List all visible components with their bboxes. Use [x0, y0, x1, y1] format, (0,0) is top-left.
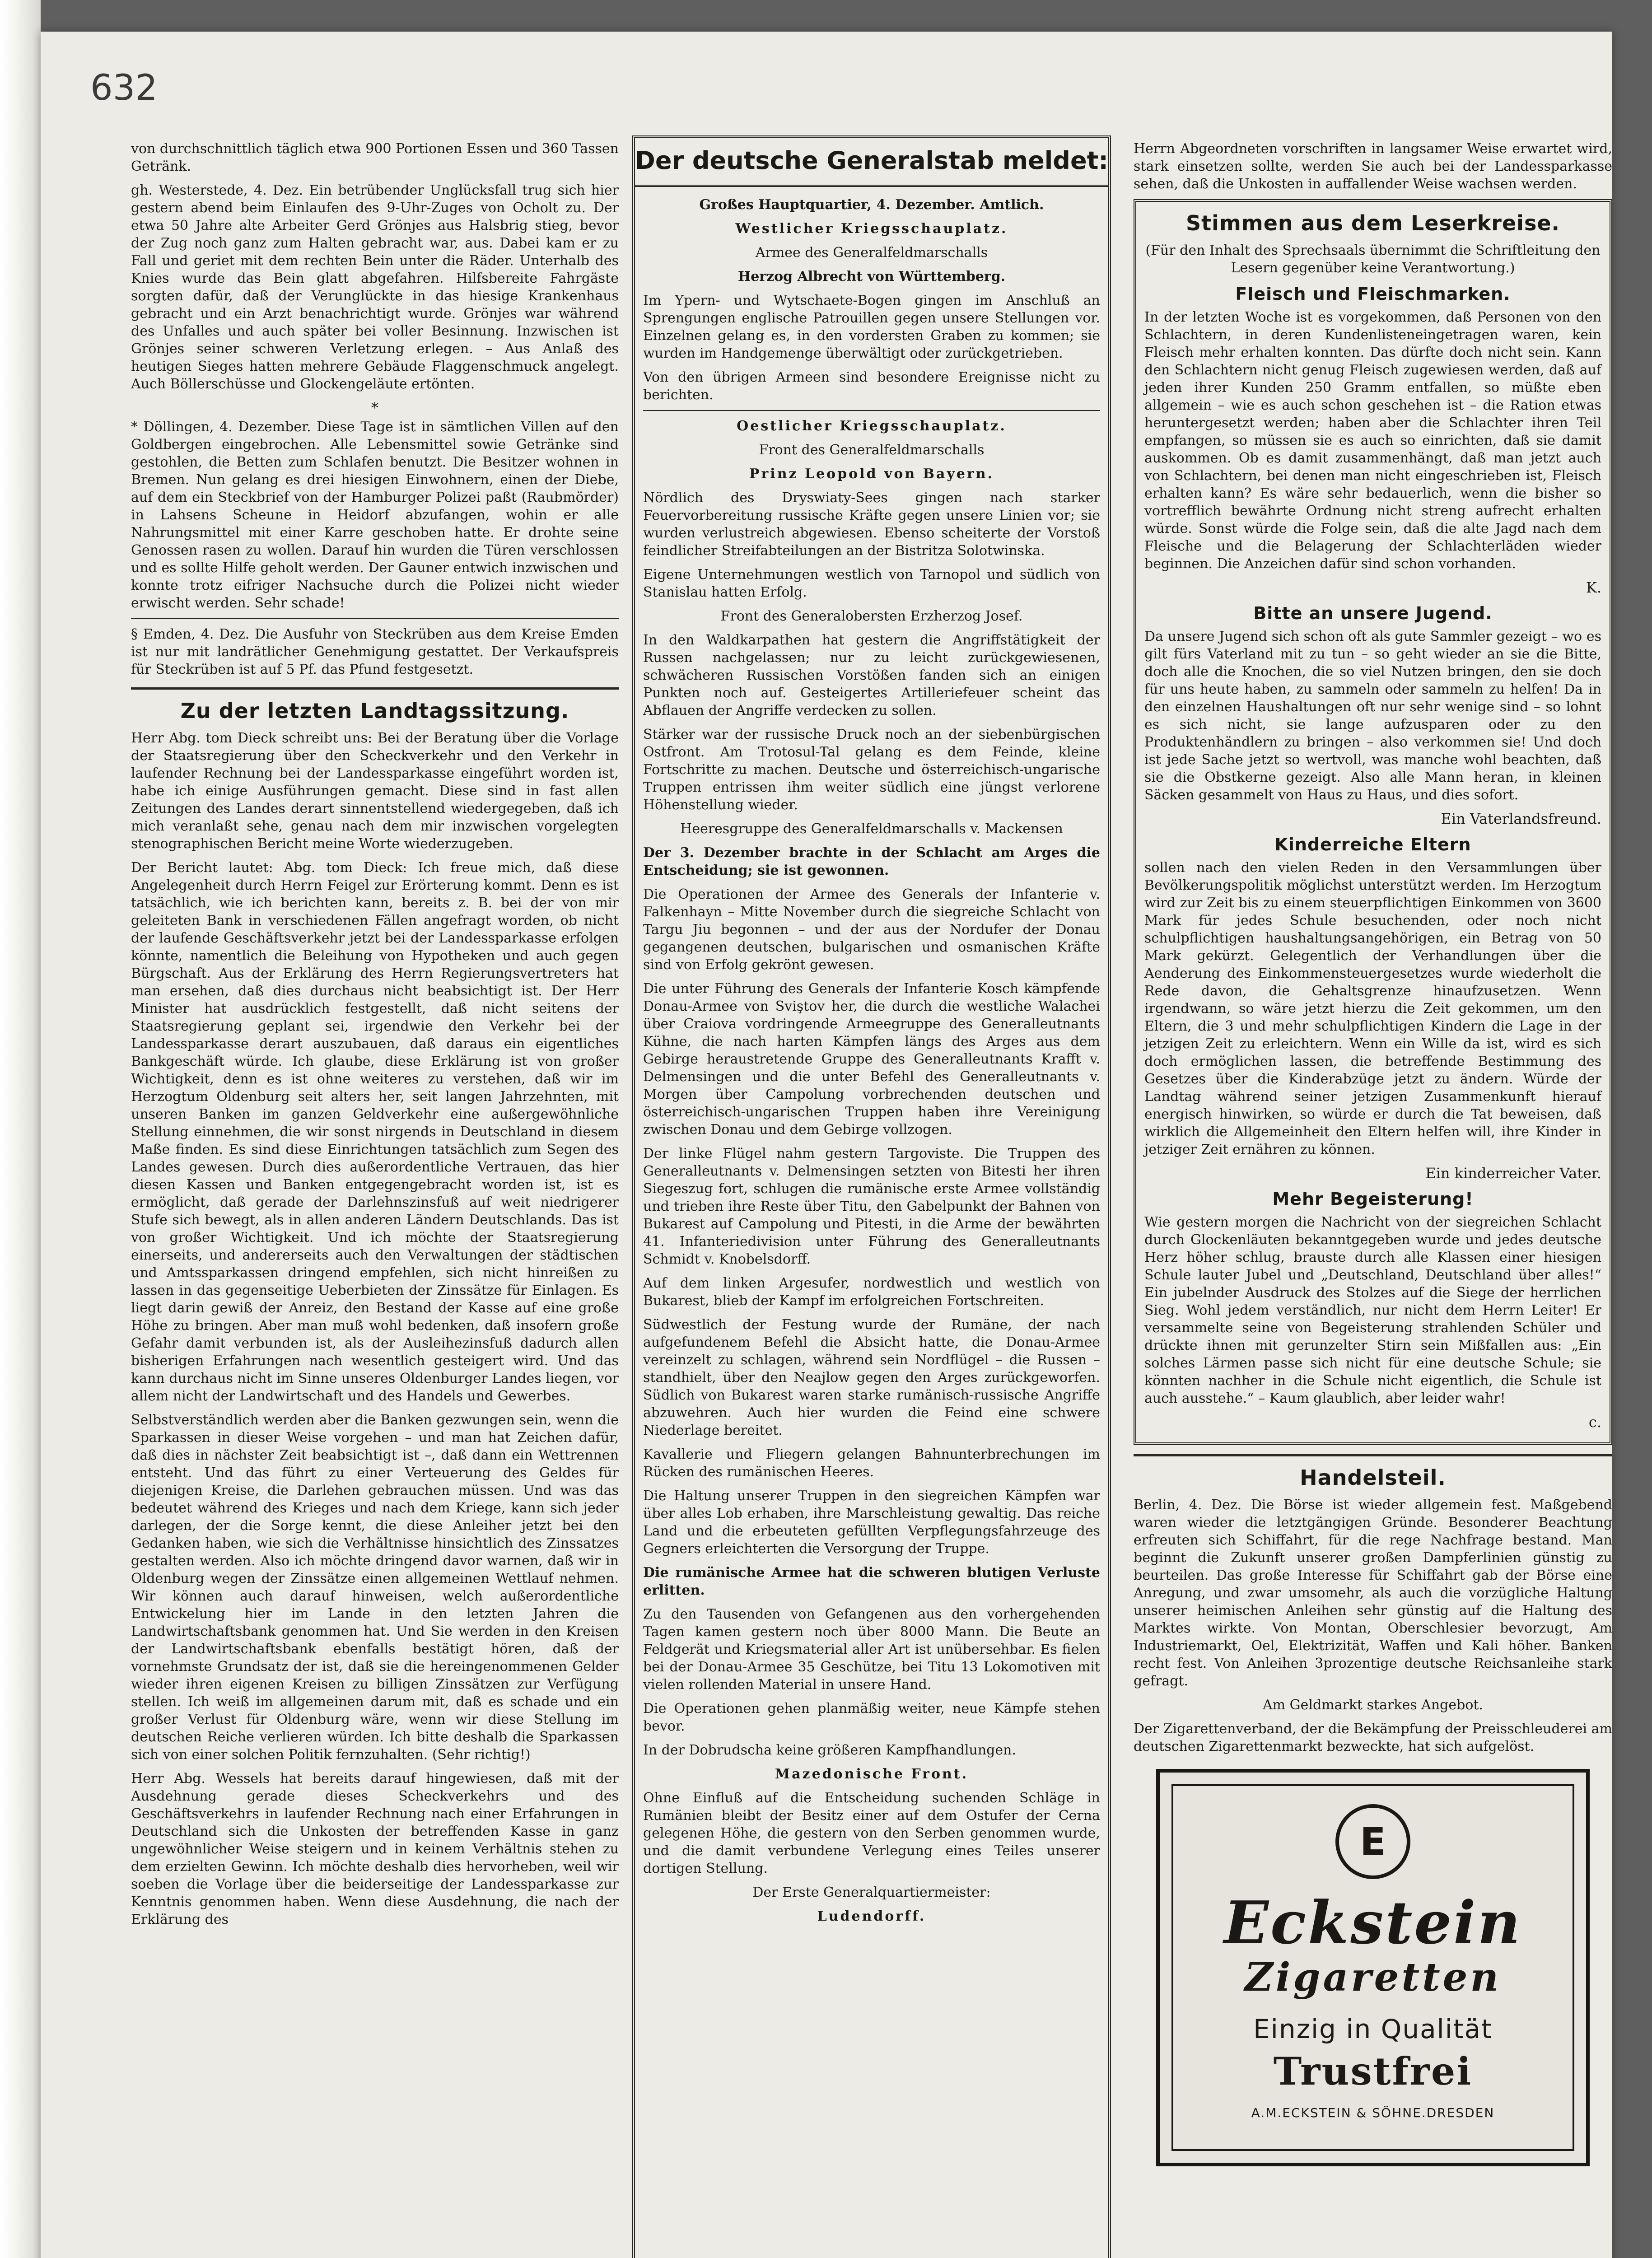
mackensen-report-3: Die unter Führung des Generals der Infanterie Kosch kämpfende Donau-Armee von Sviştov her, die durch die westliche Walachei über Craiova vordringende Armeegruppe des Generalleutnants Kühne, die nach harten Kämpfen längs des Arges aus dem Gebirge heraustretende Gruppe des Generalleutnants Krafft v. Delmensingen und die unter Befehl des Generalleutnants v. Morgen über Campolung vorbrechenden deutschen und österreichisch-ungarischen Truppen haben ihre Vereinigung zwischen Donau und dem Gebirge vollzogen. [643, 981, 1100, 1138]
mackensen-report-6: Südwestlich der Festung wurde der Rumäne, der nach aufgefundenem Befehl die Absicht hatte, die Donau-Armee vereinzelt zu schlagen, während sein Nordflügel – die Russen – standhielt, über den Neajlow gegen den Arges zurückgeworfen. Südlich von Bukarest waren starke rumänisch-russische Angriffe abzuwehren. Auch hier wurden die Feind eine schwere Niederlage bereitet. [643, 1317, 1100, 1438]
eastern-army: Front des Generalfeldmarschalls [759, 442, 985, 458]
divider [131, 687, 619, 690]
letters-heading: Stimmen aus dem Leserkreise. [1185, 211, 1560, 235]
macedonian-report: Ohne Einfluß auf die Entscheidung suchenden Schläge in Rumänien bleibt der Besitz einer auf dem Ostufer der Cerna gelegenen Höhe, die gestern von den Serben genommen wurde, und die damit verbundene Verlegung eines Teiles unserer dortigen Stellung. [643, 1790, 1100, 1876]
archduke-front-heading: Front des Generalobersten Erzherzog Josef. [720, 608, 1023, 624]
eastern-commander: Prinz Leopold von Bayern. [749, 466, 994, 482]
right-column [1134, 140, 1612, 2166]
divider [643, 410, 1100, 411]
landtag-report-2: Selbstverständlich werden aber die Banken gezwungen sein, wenn die Sparkassen in dieser Weise vorgehen – und man hat Zeichen dafür, daß dies in nächster Zeit beabsichtigt ist –, daß dann ein Wettrennen entsteht. Und das führt zu einer Verteuerung des Geldes für diejenigen Kreise, die Darlehen gebrauchen müssen. Und was das bedeutet während des Krieges und nach dem Kriege, kann sich jeder darlegen, der die Sorge kennt, die diese Anleiher jetzt bei den Gedanken haben, wie sich die Verhältnisse hinsichtlich des Zinssatzes gestalten werden. Also ich möchte dringend davor warnen, daß wir in Oldenburg wegen der Zinssätze einen allgemeinen Wettlauf nehmen. Wir können auch darauf hinweisen, welch außerordentliche Entwickelung hier im Lande in den letzten Jahren die Landwirtschaftsbank genommen hat. Und Sie werden in den Kreisen der Landwirtschaftsbank ebenfalls bestätigt hören, daß der vornehmste Grundsatz der ist, daß sie die hereingenommenen Gelder wieder ihren eigenen Kreisen zu billigen Zinssätzen zur Verfügung stellen. Ich weiß im allgemeinen darum mit, daß es schade und ein großer Verlust für Oldenburg wäre, wenn wir diese Stellung im deutschen Reiche verlieren würden. Ich bitte deshalb die Sparkassen sich von einer solchen Politik fernzuhalten. (Sehr richtig!) [131, 1412, 619, 1763]
youth-signature: Ein Vaterlandsfreund. [1441, 810, 1601, 827]
western-army: Armee des Generalfeldmarschalls [755, 245, 988, 261]
trade-report-2: Am Geldmarkt starkes Angebot. [1263, 1697, 1483, 1713]
trade-heading: Handelsteil. [1300, 1465, 1446, 1490]
mackensen-report-5: Auf dem linken Argesufer, nordwestlich und westlich von Bukarest, blieb der Kampf im erfolgreichen Fortschreiten. [643, 1275, 1100, 1309]
eastern-front-heading: Oestlicher Kriegsschauplatz. [737, 418, 1007, 434]
general-staff-report-box [632, 135, 1111, 2258]
mackensen-report-12: In der Dobrudscha keine größeren Kampfhandlungen. [643, 1742, 1016, 1758]
ad-brand: Eckstein [1223, 1888, 1522, 1957]
signature-name: Ludendorff. [817, 1908, 926, 1924]
news-doellingen: * Döllingen, 4. Dezember. Diese Tage ist in sämtlichen Villen auf den Goldbergen eingebrochen. Alle Lebensmittel sowie Getränke sind gestohlen, die Betten zum Schlafen benutzt. Die Besitzer wohnen in Bremen. Nun gelang es drei hiesigen Einwohnern, einen der Diebe, auf dem ein Steckbrief von der Hamburger Polizei paßt (Raubmörder) in Lahsens Scheune in Heidorf abzufangen, wohin er alle Nahrungsmittel mit einer Karre geschoben hatte. Er drohte seine Genossen rasen zu wollen. Darauf hin wurden die Türen verschlossen und es sollte Hilfe geholt werden. Der Gauner entwich inzwischen und konnte trotz eifriger Nachsuche durch die Polizei nicht wieder erwischt werden. Sehr schade! [131, 419, 619, 611]
divider [1134, 1454, 1612, 1456]
article-heading-landtag: Zu der letzten Landtagssitzung. [180, 699, 569, 723]
ad-maker: A.M.ECKSTEIN & SÖHNE.DRESDEN [1251, 2105, 1495, 2120]
news-westerstede: gh. Westerstede, 4. Dez. Ein betrübender Unglücksfall trug sich hier gestern abend beim Einlaufen des 9-Uhr-Zuges von Ocholt zu. Der etwa 50 Jahre alte Arbeiter Gerd Grönjes aus Halsbrig stieg, bevor der Zug noch ganz zum Halten gebracht war, aus. Dabei kam er zu Fall und geriet mit dem rechten Bein unter die Räder. Unterhalb des Knies wurde das Bein glatt abgefahren. Hilfsbereite Fahrgäste sorgten dafür, daß der Verunglückte in das hiesige Krankenhaus gebracht und ein Arzt benachrichtigt wurde. Grönjes war während des Unfalles und auch später bei voller Besinnung. Inzwischen ist Grönjes seiner schweren Verletzung erlegen. – Aus Anlaß des heutigen Sieges hatten mehrere Gebäude Flaggenschmuck angelegt. Auch Böllerschüsse und Glockengeläute ertönten. [131, 182, 619, 392]
mackensen-report-10: Zu den Tausenden von Gefangenen aus den vorhergehenden Tagen kamen gestern noch über 8000 Mann. Die Beute an Feldgerät und Kriegsmaterial aller Art ist unübersehbar. Es fielen bei der Donau-Armee 35 Geschütze, bei Titu 13 Lokomotiven mit vielen rollenden Material in unsere Hand. [643, 1606, 1100, 1693]
enthusiasm-letter: Wie gestern morgen die Nachricht von der siegreichen Schlacht durch Glockenläuten bekanntgegeben wurde und jedes deutsche Herz höher schlug, brauste durch alle Klassen einer hiesigen Schule lauter Jubel und „Deutschland, Deutschland über alles!“ Ein jubelnder Ausdruck des Stolzes auf die Siege der herrlichen Sieg. Wohl jedem verständlich, nur nicht dem Herrn Leiter! Er versammelte seine von Begeisterung strahlenden Schüler und drückte ihnen mit gerunzelter Stirn sein Mißfallen aus: „Ein solches Lärmen passe sich nicht für eine deutsche Schule; sie könnten nachher in die Schule nicht eigentlich, die Schule ist auch ausstehe.“ – Kaum glaublich, aber leider wahr! [1144, 1214, 1601, 1406]
ad-product: Zigaretten [1244, 1955, 1502, 2000]
mackensen-report-1: Der 3. Dezember brachte in der Schlacht am Arges die Entscheidung; sie ist gewonnen. [643, 845, 1100, 878]
article-continuation-right: Herrn Abgeordneten vorschriften in langsamer Weise erwartet wird, stark einsetzen sollte, werden Sie auch bei der Landessparkasse sehen, daß die Unkosten in auffallender Weise wachsen werden. [1134, 141, 1612, 192]
advertisement-frame [1171, 1784, 1574, 2151]
page-number: 632 [90, 68, 158, 108]
trade-report-3: Der Zigarettenverband, der die Bekämpfung der Preisschleuderei am deutschen Zigarettenmarkt bezweckte, hat sich aufgelöst. [1134, 1721, 1612, 1754]
enthusiasm-signature: c. [1588, 1414, 1601, 1431]
ad-trust: Trustfrei [1273, 2049, 1473, 2094]
eckstein-logo-icon [1335, 1804, 1410, 1879]
archduke-report-2: Stärker war der russische Druck noch an der siebenbürgischen Ostfront. Am Trotosul-Tal gelang es dem Feinde, kleine Fortschritte zu machen. Deutsche und österreichisch-ungarische Truppen entrissen ihm weiter südlich eine jüngst verlorene Höhenstellung wieder. [643, 727, 1100, 813]
archduke-report: In den Waldkarpathen hat gestern die Angriffstätigkeit der Russen nachgelassen; nur zu leicht zurückgewiesenen, schwächeren Russischen Vorstößen fanden sich an einigen Punkten noch auf. Gesteigertes Artilleriefeuer scheint das Abflauen der Angriffe verdecken zu sollen. [643, 632, 1100, 718]
trade-report: Berlin, 4. Dez. Die Börse ist wieder allgemein fest. Maßgebend waren wieder die letztgängigen Gründe. Besonderer Beachtung erfreuten sich Schiffahrt, für die rege Nachfrage bestand. Man beginnt die Zukunft unserer großen Dampferlinien günstig zu beurteilen. Das große Interesse für Schiffahrt gab der Börse eine Anregung, und zwar umsomehr, als auch die vorzügliche Haltung unserer heimischen Anleihen sehr günstig auf die Haltung des Marktes wirkte. Von Montan, Oberschlesier bevorzugt, Am Industriemarkt, Oel, Elektrizität, Waffen und Kali höher. Banken recht fest. Von Anleihen 3prozentige deutsche Reichsanleihe stark gefragt. [1134, 1497, 1612, 1689]
mackensen-report-7: Kavallerie und Fliegern gelangen Bahnunterbrechungen im Rücken des rumänischen Heeres. [643, 1446, 1100, 1480]
western-front-heading: Westlicher Kriegsschauplatz. [735, 221, 1008, 237]
parents-letter: sollen nach den vielen Reden in den Versammlungen über Bevölkerungspolitik möglichst unterstützt werden. Im Herzogtum wird zur Zeit bis zu einem steuerpflichtigen Einkommen von 3600 Mark für jedes Schule besuchenden, oder noch nicht schulpflichtigen haushaltungsangehörigen, ein Betrag von 50 Mark gekürzt. Gelegentlich der Verhandlungen über die Aenderung des Einkommensteuergesetzes wurde wiederholt die Rede davon, die Gehaltsgrenze hinaufzusetzen. Wenn irgendwann, so wäre jetzt hierzu die Zeit gekommen, um den Eltern, die 3 und mehr schulpflichtigen Kindern die Lage in der jetzigen Zeit zu erleichtern. Wenn ein Wille da ist, wird es sich doch ermöglichen lassen, die betreffende Bestimmung des Gesetzes über die Kinderabzüge jetzt zu ändern. Würde der Landtag während seiner jetzigen Zusammenkunft hierauf energisch hinwirken, so würde er durch die Tat beweisen, daß wirklich die Allgemeinheit den Eltern helfen will, ihre Kinder in jetziger Zeit ernähren zu können. [1144, 860, 1601, 1157]
landtag-intro: Herr Abg. tom Dieck schreibt uns: Bei der Beratung über die Vorlage der Staatsregierung über den Scheckverkehr und den Verkehr in laufender Rechnung bei der Landessparkasse eingeführt worden ist, habe ich einige Ausführungen gemacht. Diese sind in fast allen Zeitungen des Landes derart sinnentstellend wiedergegeben, daß ich mich veranlaßt sehe, genau nach dem mir inzwischen vorgelegten stenographischen Bericht meine Worte wiederzugeben. [131, 730, 619, 852]
mackensen-report-2: Die Operationen der Armee des Generals der Infanterie v. Falkenhayn – Mitte November durch die siegreiche Schlacht von Targu Jiu begonnen – und der aus der Nordufer der Donau gegangenen deutschen, bulgarischen und osmanischen Kräfte sind von Erfolg gekrönt gewesen. [643, 886, 1100, 973]
letters-disclaimer: (Für den Inhalt des Sprechsaals übernimmt die Schriftleitung den Lesern gegenüber keine Verantwortung.) [1145, 243, 1601, 276]
eastern-report-2: Eigene Unternehmungen westlich von Tarnopol und südlich von Stanislau hatten Erfolg. [643, 567, 1100, 600]
eckstein-advertisement [1156, 1769, 1590, 2166]
mackensen-report-11: Die Operationen gehen planmäßig weiter, neue Kämpfe stehen bevor. [643, 1701, 1100, 1734]
letters-section [1134, 199, 1612, 1445]
youth-letter: Da unsere Jugend sich schon oft als gute Sammler gezeigt – wo es gilt fürs Vaterland mit zu tun – so geht wieder an sie die Bitte, doch alle die Knochen, die so viel Nutzen bringen, den sie doch für uns heute haben, zu sammeln oder sammeln zu helfen! Da in den einzelnen Haushaltungen oft nur sehr wenige sind – so lohnt es sich nicht, sie lange aufzusparen oder zu den Produktenhändlern zu bringen – also verkommen sie! Und doch ist jede Sache jetzt so wertvoll, was manche wohl beachten, daß sie die Obstkerne gezeigt. Also alle Mann heran, in kleinen Säcken gesammelt von Haus zu Haus, und dies sofort. [1144, 629, 1601, 803]
mackensen-report-8: Die Haltung unserer Truppen in den siegreichen Kämpfen war über alles Lob erhaben, ihre Marschleistung gewaltig. Das reiche Land und die erbeuteten gefüllten Verpflegungsfahrzeuge des Gegners erleichterten die Versorgung der Truppe. [643, 1488, 1100, 1557]
meat-signature: K. [1586, 579, 1601, 596]
ad-slogan: Einzig in Qualität [1253, 2014, 1493, 2044]
macedonian-front-heading: Mazedonische Front. [775, 1766, 969, 1782]
meat-letter: In der letzten Woche ist es vorgekommen, daß Personen von den Schlachtern, in deren Kundenlisteneingetragen waren, kein Fleisch mehr erhalten konnten. Das dürfte doch nicht sein. Kann den Schlachtern nicht genug Fleisch zugewiesen werden, daß auf jeden ihrer Kunden 250 Gramm entfallen, so müßte eben allgemein – wie es auch schon geschehen ist – die Ration etwas heruntergesetzt werden; haben aber die Schlachter ihren Teil empfangen, so müssen sie es auch so einrichten, daß sie damit auskommen. Ob es damit zusammenhängt, daß man jetzt auch von Schlachtern, bei denen man nicht eingeschrieben ist, Fleisch erhalten kann? Es wäre sehr bedauerlich, wenn die bisher so vortrefflich bewährte Ordnung nicht streng aufrecht erhalten würde. Sonst würde die Folge sein, daß die alte Jagd nach dem Fleische und die Belagerung der Schlachterläden wieder beginnen. Die Anzeichen dafür sind schon vorhanden. [1144, 309, 1601, 572]
signature-title: Der Erste Generalquartiermeister: [752, 1885, 991, 1900]
landtag-report: Der Bericht lautet: Abg. tom Dieck: Ich freue mich, daß diese Angelegenheit durch Herrn Feigel zur Erörterung kommt. Denn es ist tatsächlich, wie ich berichten kann, bereits z. B. bei der von mir geleiteten Bank in verschiedenen Fällen angefragt worden, ob nicht der laufende Geschäftsverkehr jetzt bei der Landessparkasse erfolgen könnte, namentlich die Beleihung von Hypotheken und auch gegen Bürgschaft. Aus der Erklärung des Herrn Regierungsvertreters hat man ersehen, daß dies durchaus nicht beabsichtigt ist. Der Herr Minister hat ausdrücklich festgestellt, daß nicht seitens der Staatsregierung geplant sei, irgendwie den Verkehr bei der Landessparkasse derart auszubauen, daß daraus ein eigentliches Bankgeschäft würde. Ich glaube, diese Erklärung ist von großer Wichtigkeit, denn es ist ohne weiteres zu verstehen, daß wir im Herzogtum Oldenburg seit alters her, seit langen Jahrzehnten, mit unseren Banken im ganzen Geldverkehr eine außergewöhnliche Stellung einnehmen, die wir sonst nirgends in Deutschland in diesem Maße finden. Es sind diese Einrichtungen tatsächlich zum Segen des Landes gewesen. Durch dies außerordentliche Vertrauen, das hier diesen Kassen und Banken entgegengebracht worden ist, ist es ermöglicht, daß gerade der Darlehnszinsfuß auf weit niedrigerer Stufe sich bewegt, als in allen anderen Ländern Deutschlands. Das ist von großer Wichtigkeit. Und ich möchte der Staatsregierung einerseits, und andererseits auch den Verwaltungen der städtischen und Amtssparkassen dringend empfehlen, sich nicht hinreißen zu lassen in das gegenseitige Ueberbieten der Zinssätze für Einlagen. Es liegt darin gewiß der Anreiz, den Bestand der Kasse auf eine große Höhe zu bringen. Aber man muß wohl bedenken, daß insofern große Gefahr damit verbunden ist, als der Ausleihezinsfuß dadurch allen bisherigen Erfahrungen nach wesentlich gesteigert wird. Und das kann durchaus nicht im Sinne unseres Oldenburger Landes liegen, vor allem nicht der Landwirtschaft und des Handels und Gewerbes. [131, 860, 619, 1404]
parents-signature: Ein kinderreicher Vater. [1425, 1165, 1601, 1182]
enthusiasm-heading: Mehr Begeisterung! [1272, 1189, 1474, 1209]
youth-heading: Bitte an unsere Jugend. [1253, 603, 1493, 623]
parents-heading: Kinderreiche Eltern [1274, 835, 1471, 854]
page-binding-edge [0, 0, 41, 2258]
general-staff-title: Der deutsche Generalstab meldet: [635, 138, 1108, 187]
western-commander: Herzog Albrecht von Württemberg. [737, 269, 1006, 285]
western-report-2: Von den übrigen Armeen sind besondere Ereignisse nicht zu berichten. [643, 369, 1100, 403]
report-dateline: Großes Hauptquartier, 4. Dezember. Amtlich. [699, 197, 1044, 213]
article-continuation: von durchschnittlich täglich etwa 900 Portionen Essen und 360 Tassen Getränk. [131, 141, 619, 174]
mackensen-heading: Heeresgruppe des Generalfeldmarschalls v. Mackensen [680, 821, 1063, 837]
eastern-report: Nördlich des Dryswiaty-Sees gingen nach starker Feuervorbereitung russische Kräfte gegen unsere Linien vor; sie wurden verlustreich abgewiesen. Ebenso scheiterte der Vorstoß feindlicher Streifabteilungen an der Bistritza Solotwinska. [643, 490, 1100, 559]
separator-star: * [371, 399, 378, 416]
logo-letter-icon: E [1360, 1819, 1386, 1864]
mackensen-report-4: Der linke Flügel nahm gestern Targoviste. Die Truppen des Generalleutnants v. Delmensingen setzten von Bitesti her ihren Siegeszug fort, schlugen die rumänische erste Armee vollständig und trieben ihre Reste über Titu, den Gabelpunkt der Bahnen von Bukarest auf Campolung und Pitesti, in die Arme der bewährten 41. Infanteriedivision unter Führung des Generalleutnants Schmidt v. Knobelsdorff. [643, 1146, 1100, 1267]
landtag-report-3: Herr Abg. Wessels hat bereits darauf hingewiesen, daß mit der Ausdehnung gerade dieses Scheckverkehrs und des Geschäftsverkehrs in laufender Rechnung nach einer Erfahrungen in Deutschland sich die Unkosten der betreffenden Kasse in ganz ungewöhnlicher Weise steigern und in keinem Verhältnis stehen zu dem erzielten Gewinn. Ich möchte deshalb dies hervorheben, weil wir soeben die Vorlage über die beiderseitige der Landessparkasse zur Kenntnis genommen haben. Wenn diese Ausdehnung, die nach der Erklärung des [131, 1771, 619, 1927]
meat-heading: Fleisch und Fleischmarken. [1235, 284, 1511, 304]
divider [131, 618, 619, 619]
western-report: Im Ypern- und Wytschaete-Bogen gingen im Anschluß an Sprengungen englische Patrouillen gegen unsere Stellungen vor. Einzelnen gelang es, in den vordersten Graben zu kommen; sie wurden im Handgemenge überwältigt oder zurückgetrieben. [643, 293, 1100, 361]
left-column [131, 140, 619, 1935]
news-emden: § Emden, 4. Dez. Die Ausfuhr von Steckrüben aus dem Kreise Emden ist nur mit landrätlicher Genehmigung gestattet. Der Verkaufspreis für Steckrüben ist auf 5 Pf. das Pfund festgesetzt. [131, 626, 619, 677]
mackensen-report-9: Die rumänische Armee hat die schweren blutigen Verluste erlitten. [643, 1565, 1100, 1598]
